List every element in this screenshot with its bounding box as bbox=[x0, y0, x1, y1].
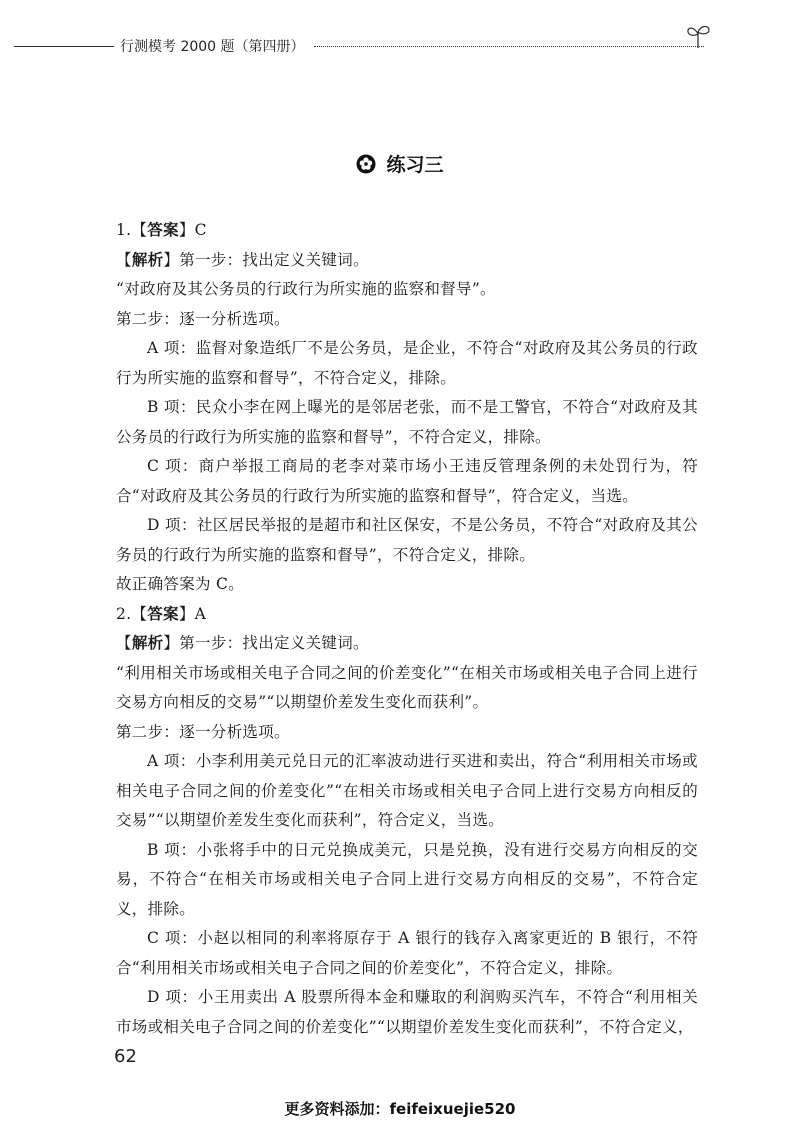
running-header bbox=[14, 36, 714, 56]
q2-option-b: B 项：小张将手中的日元兑换成美元，只是兑换，没有进行交易方向相反的交易，不符合“在相关市场或相关电子合同上进行交易方向相反的交易”，不符合定义，排除。 bbox=[116, 840, 698, 918]
q2-answer: 2.【答案】A bbox=[116, 604, 207, 623]
q2-step2: 第二步：逐一分析选项。 bbox=[116, 722, 290, 741]
q2-option-a: A 项：小李利用美元兑日元的汇率波动进行买进和卖出，符合“利用相关市场或相关电子合同之间的价差变化”“在相关市场或相关电子合同上进行交易方向相反的交易”“以期望价差发生变化而获利”，符合定义，当选。 bbox=[116, 752, 698, 829]
q2-keyword: “利用相关市场或相关电子合同之间的价差变化”“在相关市场或相关电子合同上进行交易方向相反的交易”“以期望价差发生变化而获利”。 bbox=[116, 663, 698, 711]
header-rule-left bbox=[14, 46, 114, 47]
sprout-icon bbox=[684, 22, 712, 50]
flower-icon bbox=[356, 154, 376, 174]
analysis-label: 解析 bbox=[131, 634, 164, 652]
q1-answer: 1.【答案】C bbox=[116, 221, 207, 239]
page-number: 62 bbox=[114, 1046, 137, 1067]
q1-conclusion: 故正确答案为 C。 bbox=[116, 575, 244, 593]
q1-analysis: 【解析】第一步：找出定义关键词。 bbox=[116, 250, 369, 269]
header-title: 行测模考 2000 题（第四册） bbox=[120, 39, 305, 55]
q1-option-b: B 项：民众小李在网上曝光的是邻居老张，而不是工警官，不符合“对政府及其公务员的行政行为所实施的监察和督导”，不符合定义，排除。 bbox=[116, 398, 698, 446]
q2-option-d: D 项：小王用卖出 A 股票所得本金和赚取的利润购买汽车，不符合“利用相关市场或相关电子合同之间的价差变化”“以期望价差发生变化而获利”，不符合定义， bbox=[116, 988, 698, 1036]
q1-step2: 第二步：逐一分析选项。 bbox=[116, 309, 290, 328]
section-heading bbox=[0, 150, 800, 177]
q1-option-c: C 项：商户举报工商局的老李对菜市场小王违反管理条例的未处罚行为，符合“对政府及其公务员的行政行为所实施的监察和督导”，符合定义，当选。 bbox=[116, 457, 698, 505]
footer-note: 更多资料添加：feifeixuejie520 bbox=[284, 1100, 516, 1118]
section-title: 练习三 bbox=[386, 154, 444, 176]
q1-keyword: “对政府及其公务员的行政行为所实施的监察和督导”。 bbox=[116, 280, 496, 298]
q2-option-c: C 项：小赵以相同的利率将原存于 A 银行的钱存入离家更近的 B 银行，不符合“利用相关市场或相关电子合同之间的价差变化”，不符合定义，排除。 bbox=[116, 929, 698, 977]
q1-option-a: A 项：监督对象造纸厂不是公务员，是企业，不符合“对政府及其公务员的行政行为所实施的监察和督导”，不符合定义，排除。 bbox=[116, 339, 698, 387]
q2-analysis: 【解析】第一步：找出定义关键词。 bbox=[116, 634, 369, 652]
answer-content bbox=[116, 216, 698, 1042]
answer-label: 答案 bbox=[147, 221, 179, 239]
answer-label: 答案 bbox=[147, 604, 179, 623]
header-rule-dotted bbox=[314, 46, 704, 47]
analysis-label: 解析 bbox=[131, 250, 164, 269]
q1-option-d: D 项：社区居民举报的是超市和社区保安，不是公务员，不符合“对政府及其公务员的行政行为所实施的监察和督导”，不符合定义，排除。 bbox=[116, 516, 698, 564]
